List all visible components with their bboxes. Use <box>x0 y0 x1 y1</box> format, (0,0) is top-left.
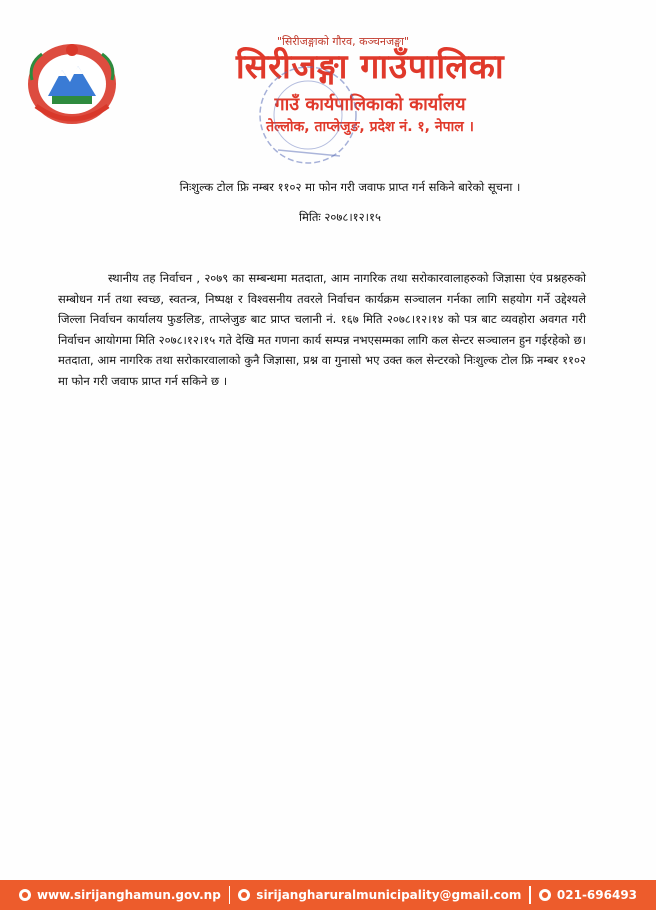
office-seal-stamp-icon <box>248 60 368 170</box>
footer-divider <box>229 886 231 904</box>
footer-divider <box>529 886 531 904</box>
notice-date: मितिः २०७८।१२।१५ <box>299 210 381 224</box>
office-subtitle: गाउँ कार्यपालिकाको कार्यालय <box>274 94 466 115</box>
footer-phone[interactable] <box>539 888 637 902</box>
footer-email-text[interactable]: sirijangharuralmunicipality@gmail.com <box>256 888 522 902</box>
notice-title: निःशुल्क टोल फ्रि नम्बर ११०२ मा फोन गरी जवाफ प्राप्त गर्न सकिने बारेको सूचना । <box>179 180 521 194</box>
email-icon <box>238 889 250 901</box>
footer-website[interactable] <box>19 888 221 902</box>
notice-body: स्थानीय तह निर्वाचन , २०७९ का सम्बन्धमा मतदाता, आम नागरिक तथा सरोकारवालाहरुको जिज्ञासा एंव प्रश्नहरुको सम्बोधन गर्न तथा स्वच्छ, स्वतन्त्र, निष्पक्ष र विश्वसनीय तवरले निर्वाचन कार्यक्रम सञ्चालन गर्नका लागि सहयोग गर्ने उद्देश्यले जिल्ला निर्वाचन कार्यालय फुङलिङ, ताप्लेजुङ बाट प्राप्त चलानी नं. १६७ मिति २०७८।१२।१४ को पत्र बाट व्यवहोरा अवगत गरी निर्वाचन आयोगमा मिति २०७८।१२।१५ गते देखि मत गणना कार्य सम्पन्न नभएसम्मका लागि कल सेन्टर सञ्चालन हुन गईरहेको छ। मतदाता, आम नागरिक तथा सरोकारवालाको कुनै जिज्ञासा, प्रश्न वा गुनासो भए उक्त कल सेन्टरको निःशुल्क टोल फ्रि नम्बर ११०२ मा फोन गरी जवाफ प्राप्त गर्न सकिने छ । <box>58 271 586 388</box>
municipality-title: सिरीजङ्गा गाउँपालिका <box>235 47 505 87</box>
office-address: तेल्लोक, ताप्लेजुङ, प्रदेश नं. १, नेपाल । <box>266 119 474 135</box>
globe-icon <box>19 889 31 901</box>
letterhead-footer <box>0 880 656 910</box>
footer-website-text[interactable]: www.sirijanghamun.gov.np <box>36 888 221 902</box>
letterhead-motto: "सिरीजङ्गाको गौरव, कञ्चनजङ्घा" <box>276 35 410 48</box>
footer-phone-text[interactable]: 021-696493 <box>556 888 638 902</box>
nepal-government-emblem-icon <box>22 36 122 128</box>
phone-icon <box>539 889 551 901</box>
footer-email[interactable] <box>238 888 521 902</box>
